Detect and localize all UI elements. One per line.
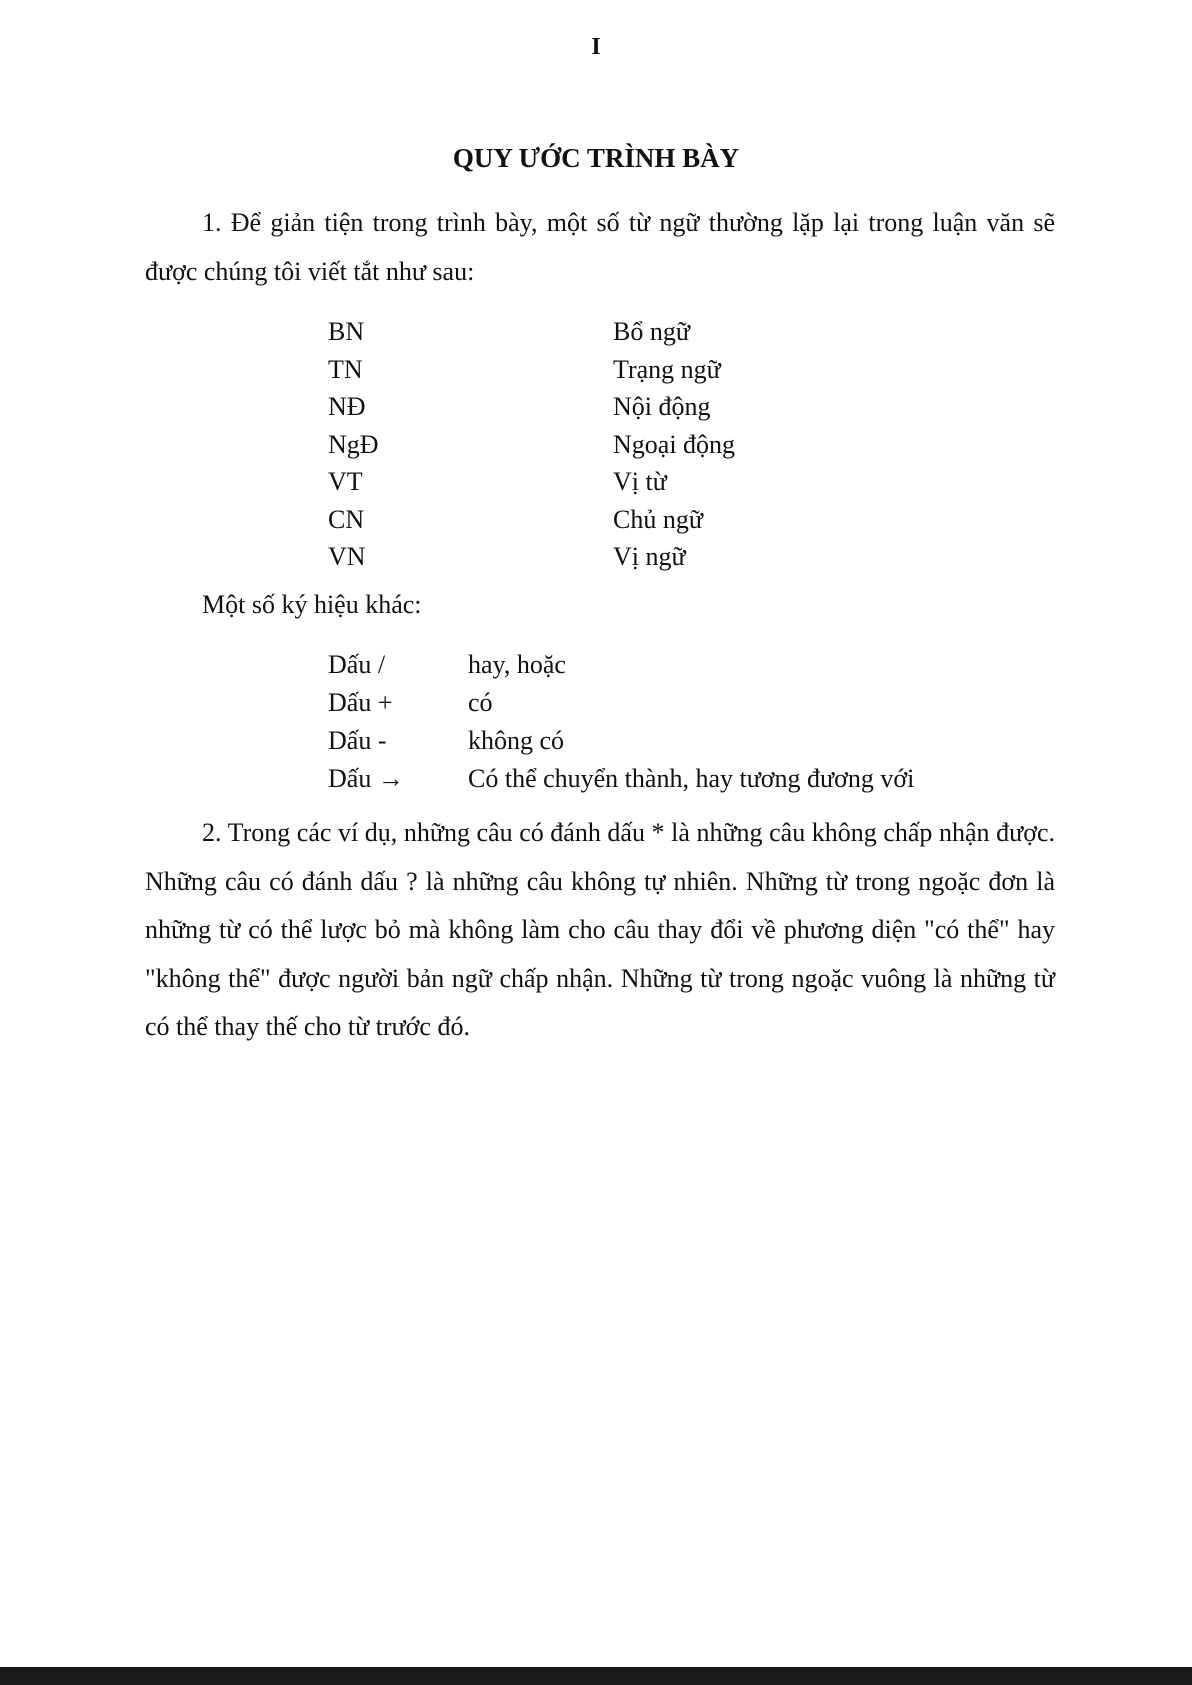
symbol-row (328, 646, 914, 684)
paragraph-text: 1. Để giản tiện trong trình bày, một số từ ngữ thường lặp lại trong luận văn sẽ được chúng tôi viết tắt như sau: (145, 208, 1055, 286)
symbol-name: Dấu → (328, 764, 404, 793)
abbreviation-meaning: Bổ ngữ (613, 317, 690, 346)
abbreviation-row (328, 538, 735, 576)
section-heading: QUY ƯỚC TRÌNH BÀY (452, 143, 740, 173)
abbreviation-row (328, 388, 735, 426)
page-number: I (591, 34, 601, 60)
symbol-meaning: không có (468, 726, 565, 755)
symbol-row (328, 684, 914, 722)
symbol-name: Dấu + (328, 688, 393, 717)
symbol-row (328, 722, 914, 760)
symbol-row (328, 760, 914, 798)
abbreviation-code: TN (328, 354, 363, 384)
page-bottom-border (0, 1667, 1192, 1685)
symbol-name: Dấu / (328, 650, 386, 679)
abbreviation-meaning: Vị ngữ (613, 542, 686, 571)
abbreviation-table (328, 313, 735, 576)
abbreviation-row (328, 426, 735, 464)
symbol-table (328, 646, 914, 798)
abbreviation-row (328, 313, 735, 351)
abbreviation-code: VN (328, 542, 366, 571)
paragraph-text: 2. Trong các ví dụ, những câu có đánh dấu * là những câu không chấp nhận được. Những câu có đánh dấu ? là những câu không tự nhiên. Những từ trong ngoặc đơn là những từ có thể lược bỏ mà không làm cho câu thay đổi về phương diện "có thể" hay "không thể" được người bản ngữ chấp nhận. Những từ trong ngoặc vuông là những từ có thể thay thế cho từ trước đó. (145, 818, 1055, 1041)
abbreviation-meaning: Ngoại động (613, 429, 736, 459)
paragraph-example-conventions (145, 809, 1055, 1052)
abbreviation-row (328, 351, 735, 389)
symbol-meaning: Có thể chuyển thành, hay tương đương với (468, 764, 915, 793)
other-symbols-label: Một số ký hiệu khác: (202, 590, 422, 619)
abbreviation-meaning: Nội động (613, 392, 711, 421)
paragraph-abbreviation-intro (145, 199, 1055, 296)
abbreviation-code: NĐ (328, 392, 366, 421)
abbreviation-row (328, 501, 735, 539)
symbol-meaning: hay, hoặc (468, 650, 566, 679)
abbreviation-meaning: Trạng ngữ (613, 354, 721, 384)
abbreviation-row (328, 463, 735, 501)
abbreviation-code: VT (328, 467, 363, 496)
abbreviation-meaning: Chủ ngữ (613, 504, 703, 534)
abbreviation-code: NgĐ (328, 429, 379, 459)
symbol-name: Dấu - (328, 726, 387, 755)
abbreviation-code: BN (328, 317, 365, 346)
abbreviation-meaning: Vị từ (613, 467, 667, 496)
symbol-meaning: có (468, 688, 493, 717)
abbreviation-code: CN (328, 504, 365, 534)
